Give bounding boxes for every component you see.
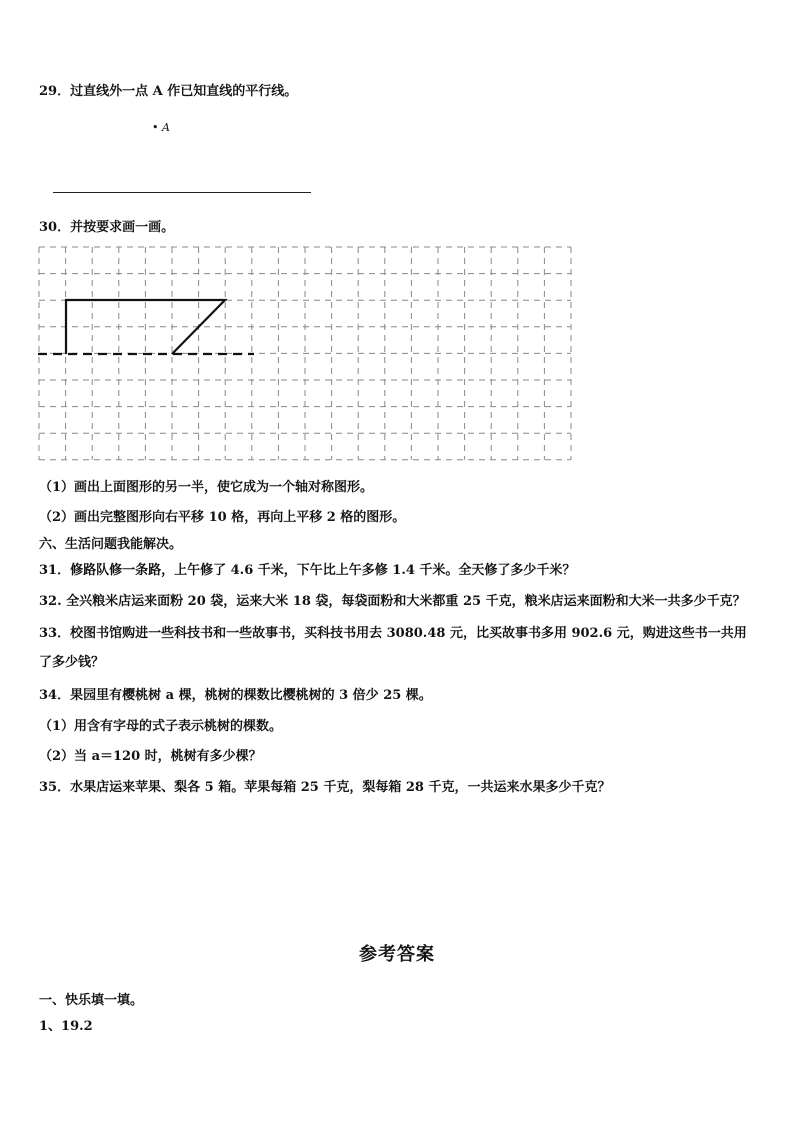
question-30: 30．并按要求画一画。 [39,220,175,235]
question-30-part-1: （1）画出上面图形的另一半，使它成为一个轴对称图形。 [39,480,374,495]
question-33-line-1: 33．校图书馆购进一些科技书和一些故事书，买科技书用去 3080.48 元，比买故事书多用 902.6 元，购进这些书一共用 [39,626,747,641]
question-31: 31．修路队修一条路，上午修了 4.6 千米，下午比上午多修 1.4 千米。全天修了多少千米？ [39,563,576,578]
point-a-label: • A [152,121,170,134]
half-figure [38,300,254,354]
answer-1: 1、19.2 [39,1019,93,1034]
dotted-grid-figure [36,245,576,467]
question-34-part-2: （2）当 a＝120 时，桃树有多少棵？ [39,749,262,764]
question-32: 32. 全兴粮米店运来面粉 20 袋，运来大米 18 袋，每袋面粉和大米都重 25 千克，粮米店运来面粉和大米一共多少千克？ [39,594,746,609]
question-34-part-1: （1）用含有字母的式子表示桃树的棵数。 [39,719,283,734]
answer-key-title: 参考答案 [359,944,435,965]
answer-section-1: 一、快乐填一填。 [39,993,144,1008]
section-6-heading: 六、生活问题我能解决。 [39,537,183,552]
question-34: 34．果园里有樱桃树 a 棵，桃树的棵数比樱桃树的 3 倍少 25 棵。 [39,688,432,703]
question-30-part-2: （2）画出完整图形向右平移 10 格，再向上平移 2 格的图形。 [39,510,406,525]
question-35: 35．水果店运来苹果、梨各 5 箱。苹果每箱 25 千克，梨每箱 28 千克，一共运来水果多少千克？ [39,780,611,795]
question-33-line-2: 了多少钱？ [39,655,105,670]
question-29: 29．过直线外一点 A 作已知直线的平行线。 [39,84,298,99]
given-straight-line [53,192,311,193]
